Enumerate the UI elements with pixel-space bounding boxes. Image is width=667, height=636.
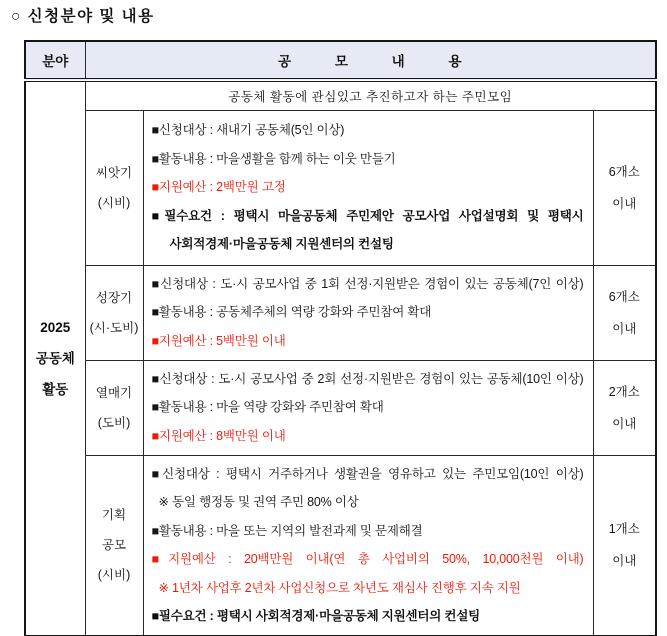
line-activity: ■활동내용 : 마을 또는 지역의 발전과제 및 문제해결 xyxy=(151,523,423,538)
content-cell-growth xyxy=(143,265,593,360)
category-cell xyxy=(25,80,85,636)
stage-fund: (시비) xyxy=(97,195,131,210)
content-cell-fruit xyxy=(143,360,593,455)
line-requirement: ■필수요건 : 평택시 사회적경제·마을공동체 지원센터의 컨설팅 xyxy=(151,609,481,623)
table-subheader-row xyxy=(25,80,656,110)
stage-cell-seed xyxy=(85,110,143,265)
line-target: ■신청대상 : 평택시 거주하거나 생활권을 영유하고 있는 주민모임(10인 이상) xyxy=(151,466,584,481)
content-cell-seed xyxy=(143,110,593,265)
quota-count: 2개소 xyxy=(608,384,640,399)
table-header-row xyxy=(25,41,656,80)
table-row-planning xyxy=(25,455,656,636)
application-table xyxy=(24,40,657,636)
quota-limit: 이내 xyxy=(612,196,637,211)
line-budget: ■지원예산 : 5백만원 이내 xyxy=(151,333,286,348)
line-budget: ■지원예산 : 2백만원 고정 xyxy=(151,180,286,195)
section-title: ○ 신청분야 및 내용 xyxy=(11,8,155,25)
line-target: ■신청대상 : 도·시 공모사업 중 1회 선정·지원받은 경험이 있는 공동체(7인 이상) xyxy=(151,276,584,291)
subheader-cell: 공동체 활동에 관심있고 추진하고자 하는 주민모임 xyxy=(85,80,656,110)
header-cell-content: 공 모 내 용 xyxy=(85,41,656,80)
stage-cell-fruit xyxy=(85,360,143,455)
line-activity: ■활동내용 : 공동체주체의 역량 강화와 주민참여 확대 xyxy=(151,305,432,320)
quota-cell-growth xyxy=(593,265,656,360)
quota-cell-seed xyxy=(593,110,656,265)
quota-limit: 이내 xyxy=(612,554,637,568)
stage-name: 열매기 xyxy=(95,385,133,400)
stage-name-2: 공모 xyxy=(101,538,127,552)
category-line-community: 공동체 xyxy=(35,350,75,366)
quota-count: 1개소 xyxy=(608,522,640,536)
quota-count: 6개소 xyxy=(608,164,640,179)
stage-name: 성장기 xyxy=(95,290,133,305)
stage-fund: (도비) xyxy=(97,415,131,430)
line-requirement: ■필수요건 : 평택시 마을공동체 주민제안 공모사업 사업설명회 및 평택시 xyxy=(151,208,584,223)
line-budget-note: ※ 1년차 사업후 2년차 사업신청으로 차년도 재심사 진행후 지속 지원 xyxy=(158,580,521,595)
quota-cell-fruit xyxy=(593,360,656,455)
stage-name: 씨앗기 xyxy=(95,165,133,180)
quota-limit: 이내 xyxy=(612,321,637,336)
quota-count: 6개소 xyxy=(608,289,640,304)
line-activity: ■활동내용 : 마을생활을 함께 하는 이웃 만들기 xyxy=(151,151,396,166)
line-budget: ■지원예산 : 20백만원 이내(연 총 사업비의 50%, 10,000천원 이내) xyxy=(151,552,584,566)
stage-fund: (시·도비) xyxy=(89,320,139,335)
stage-cell-growth xyxy=(85,265,143,360)
line-target-note: ※ 동일 행정동 및 권역 주민 80% 이상 xyxy=(158,495,359,509)
category-line-year: 2025 xyxy=(40,319,71,335)
line-activity: ■활동내용 : 마을 역량 강화와 주민참여 확대 xyxy=(151,400,384,415)
table-row-fruit xyxy=(25,360,656,455)
line-budget: ■지원예산 : 8백만원 이내 xyxy=(151,428,286,443)
line-target: ■신청대상 : 도·시 공모사업 중 2회 선정·지원받은 경험이 있는 공동체(10인 이상) xyxy=(151,371,584,386)
line-requirement-cont: 사회적경제·마을공동체 지원센터의 컨설팅 xyxy=(169,237,394,252)
stage-name: 기획 xyxy=(101,508,127,522)
stage-fund: (시비) xyxy=(97,568,131,582)
table-row-growth xyxy=(25,265,656,360)
content-cell-planning xyxy=(143,455,593,636)
table-row-seed xyxy=(25,110,656,265)
category-line-activity: 활동 xyxy=(42,381,69,397)
quota-limit: 이내 xyxy=(612,416,637,431)
stage-cell-planning xyxy=(85,455,143,636)
line-target: ■신청대상 : 새내기 공동체(5인 이상) xyxy=(151,123,345,138)
quota-cell-planning xyxy=(593,455,656,636)
header-cell-field: 분야 xyxy=(25,41,85,80)
